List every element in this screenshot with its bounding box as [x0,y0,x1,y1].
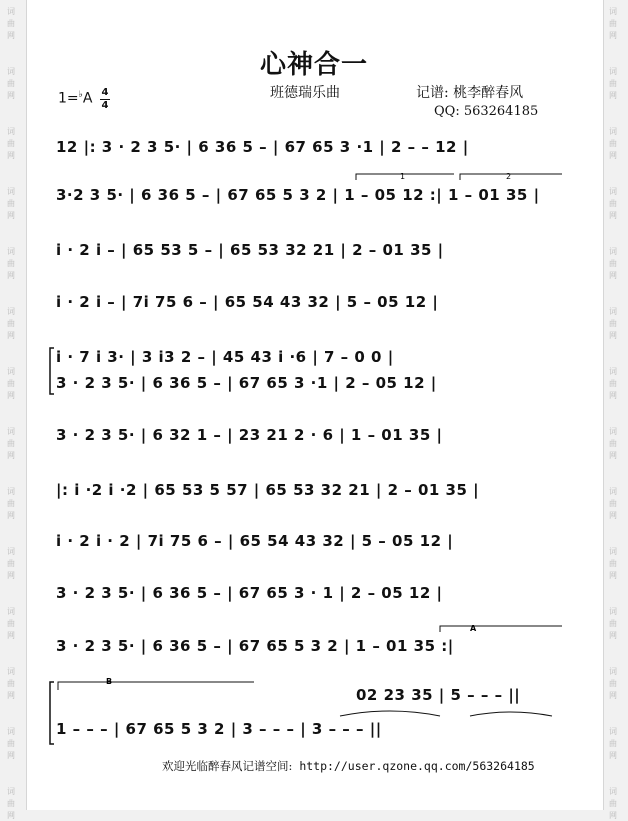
watermark-char: 网 [609,271,617,280]
score-row-10: 3 · 2 3 5· | 6 36 5 – | 67 65 3 · 1 | 2 – 05 12 | [56,584,443,602]
watermark-char: 曲 [609,19,617,28]
watermark-char: 网 [7,331,15,340]
watermark-char: 网 [7,391,15,400]
watermark-char: 网 [609,631,617,640]
watermark-char: 曲 [7,79,15,88]
watermark-char: 词 [7,187,15,196]
watermark-char: 曲 [7,319,15,328]
time-bottom: 4 [101,100,109,111]
watermark-char: 词 [7,127,15,136]
watermark-char: 词 [609,67,617,76]
score-row-13: 1 – – – | 67 65 5 3 2 | 3 – – – | 3 – – – || [56,720,382,738]
watermark-char: 词 [7,7,15,16]
watermark-char: 网 [609,691,617,700]
volta-2-label: 2 [506,172,512,181]
watermark-char: 词 [7,247,15,256]
volta-b-bracket [58,682,254,690]
time-top: 4 [101,87,109,98]
watermark-char: 网 [609,211,617,220]
watermark-char: 词 [609,7,617,16]
score-row-4: i · 2 i – | 7i 75 6 – | 65 54 43 32 | 5 – 05 12 | [56,293,439,311]
watermark-char: 曲 [609,739,617,748]
watermark-char: 曲 [7,799,15,808]
score-row-5: i · 7 i 3· | 3 i3 2 – | 45 43 i ·6 | 7 – 0 0 | [56,348,394,366]
watermark-char: 网 [609,511,617,520]
watermark-char: 词 [609,307,617,316]
volta-b-label: B [106,677,113,686]
watermark-char: 词 [7,67,15,76]
tie-2 [470,712,552,716]
watermark-char: 曲 [609,139,617,148]
watermark-char: 曲 [609,79,617,88]
watermark-char: 曲 [609,499,617,508]
volta-a-bracket [440,626,562,632]
watermark-char: 词 [609,367,617,376]
volta-1-label: 1 [400,172,406,181]
watermark-char: 曲 [7,259,15,268]
watermark-char: 网 [7,211,15,220]
key-prefix: 1= [58,90,79,107]
watermark-char: 曲 [609,559,617,568]
qq-number: QQ: 563264185 [434,104,539,119]
score-row-9: i · 2 i · 2 | 7i 75 6 – | 65 54 43 32 | 5 – 05 12 | [56,532,454,550]
footer [162,758,535,774]
score-row-3: i · 2 i – | 65 53 5 – | 65 53 32 21 | 2 – 01 35 | [56,241,444,259]
tie-1 [340,711,440,716]
watermark-char: 词 [609,427,617,436]
watermark-char: 曲 [7,199,15,208]
composer-credit: 班德瑞乐曲 [270,85,340,101]
watermark-char: 词 [609,187,617,196]
watermark-char: 网 [7,91,15,100]
watermark-char: 网 [609,31,617,40]
watermark-char: 词 [7,307,15,316]
watermark-char: 网 [7,631,15,640]
watermark-char: 曲 [609,319,617,328]
watermark-char: 词 [609,667,617,676]
score-row-1: 12 |: 3 · 2 3 5· | 6 36 5 – | 67 65 3 ·1 | 2 – – 12 | [56,138,469,156]
watermark-char: 词 [7,427,15,436]
watermark-char: 曲 [7,499,15,508]
watermark-char: 网 [7,511,15,520]
watermark-char: 网 [7,811,15,820]
footer-welcome: 欢迎光临醉春风记谱空间: [162,759,293,773]
watermark-char: 曲 [7,19,15,28]
watermark-char: 网 [609,391,617,400]
score-row-11: 3 · 2 3 5· | 6 36 5 – | 67 65 5 3 2 | 1 – 01 35 :| [56,637,454,655]
watermark-char: 词 [7,487,15,496]
watermark-char: 网 [609,751,617,760]
watermark-char: 词 [7,547,15,556]
watermark-char: 词 [609,127,617,136]
watermark-char: 曲 [609,379,617,388]
watermark-char: 曲 [7,679,15,688]
score-row-8: |: i ·2 i ·2 | 65 53 5 57 | 65 53 32 21 | 2 – 01 35 | [56,481,480,499]
watermark-char: 曲 [609,439,617,448]
song-title: 心神合一 [259,50,368,80]
recorder-credit: 记谱: 桃李醉春风 [416,85,524,101]
watermark-char: 词 [609,547,617,556]
watermark-char: 词 [609,247,617,256]
watermark-char: 网 [609,571,617,580]
watermark-char: 曲 [609,619,617,628]
watermark-char: 词 [7,367,15,376]
watermark-char: 网 [7,271,15,280]
watermark-char: 网 [609,331,617,340]
score-row-6: 3 · 2 3 5· | 6 36 5 – | 67 65 3 ·1 | 2 – 05 12 | [56,374,437,392]
watermark-char: 词 [7,787,15,796]
watermark-char: 曲 [7,739,15,748]
watermark-char: 曲 [609,799,617,808]
watermark-char: 网 [7,31,15,40]
score-row-7: 3 · 2 3 5· | 6 32 1 – | 23 21 2 · 6 | 1 – 01 35 | [56,426,443,444]
watermark-char: 词 [7,667,15,676]
watermark-char: 网 [609,151,617,160]
system-bracket-2 [50,682,54,744]
watermark-char: 网 [7,151,15,160]
watermark-char: 曲 [7,439,15,448]
score-row-2: 3·2 3 5· | 6 36 5 – | 67 65 5 3 2 | 1 – 05 12 :| 1 – 01 35 | [56,186,540,204]
system-bracket-1 [50,348,54,394]
watermark-char: 曲 [7,619,15,628]
watermark-char: 网 [7,571,15,580]
watermark-char: 曲 [609,199,617,208]
volta-a-label: A [470,624,477,633]
watermark-char: 词 [609,727,617,736]
key-note: A [82,90,93,107]
watermark-char: 曲 [609,679,617,688]
watermark-char: 曲 [609,259,617,268]
watermark-char: 词 [609,487,617,496]
key-flat: ♭ [78,90,83,100]
watermark-char: 词 [609,607,617,616]
watermark-char: 网 [609,451,617,460]
watermark-char: 网 [7,751,15,760]
watermark-char: 网 [7,451,15,460]
watermark-char: 网 [609,811,617,820]
watermark-char: 曲 [7,559,15,568]
watermark-char: 网 [609,91,617,100]
watermark-char: 网 [7,691,15,700]
watermark-char: 词 [609,787,617,796]
watermark-char: 词 [7,607,15,616]
watermark-char: 曲 [7,379,15,388]
watermark-char: 曲 [7,139,15,148]
footer-url[interactable]: http://user.qzone.qq.com/563264185 [299,759,535,773]
score-row-12: 02 23 35 | 5 – – – || [356,686,521,704]
watermark-char: 词 [7,727,15,736]
